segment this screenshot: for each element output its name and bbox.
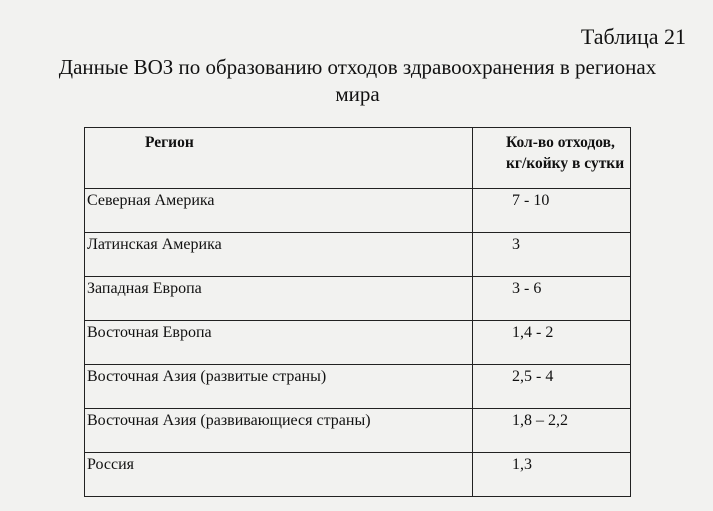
cell-amount: 7 - 10 xyxy=(473,189,631,233)
table-number: Таблица 21 xyxy=(580,24,686,49)
table-row xyxy=(85,321,631,365)
header-amount-line-2: кг/койку в сутки xyxy=(506,155,625,172)
table-row xyxy=(85,277,631,321)
table-row xyxy=(85,453,631,497)
table-row xyxy=(85,365,631,409)
cell-region: Восточная Европа xyxy=(85,321,473,365)
cell-amount: 1,8 – 2,2 xyxy=(473,409,631,453)
table-row xyxy=(85,189,631,233)
cell-region: Россия xyxy=(85,453,473,497)
cell-region: Латинская Америка xyxy=(85,233,473,277)
cell-region: Восточная Азия (развитые страны) xyxy=(85,365,473,409)
header-region: Регион xyxy=(85,128,473,189)
caption-line-2: мира xyxy=(335,82,380,106)
caption-line-1: Данные ВОЗ по образованию отходов здравоохранения в регионах xyxy=(58,55,657,79)
cell-region: Северная Америка xyxy=(85,189,473,233)
table-row xyxy=(85,233,631,277)
cell-amount: 1,3 xyxy=(473,453,631,497)
cell-amount: 3 xyxy=(473,233,631,277)
cell-region: Восточная Азия (развивающиеся страны) xyxy=(85,409,473,453)
waste-data-table xyxy=(84,127,631,497)
header-amount xyxy=(473,128,631,189)
header-amount-line-1: Кол-во отходов, xyxy=(506,134,615,151)
cell-amount: 2,5 - 4 xyxy=(473,365,631,409)
cell-amount: 1,4 - 2 xyxy=(473,321,631,365)
table-caption xyxy=(20,54,695,108)
table-row xyxy=(85,409,631,453)
table-header-row xyxy=(85,128,631,189)
cell-region: Западная Европа xyxy=(85,277,473,321)
cell-amount: 3 - 6 xyxy=(473,277,631,321)
